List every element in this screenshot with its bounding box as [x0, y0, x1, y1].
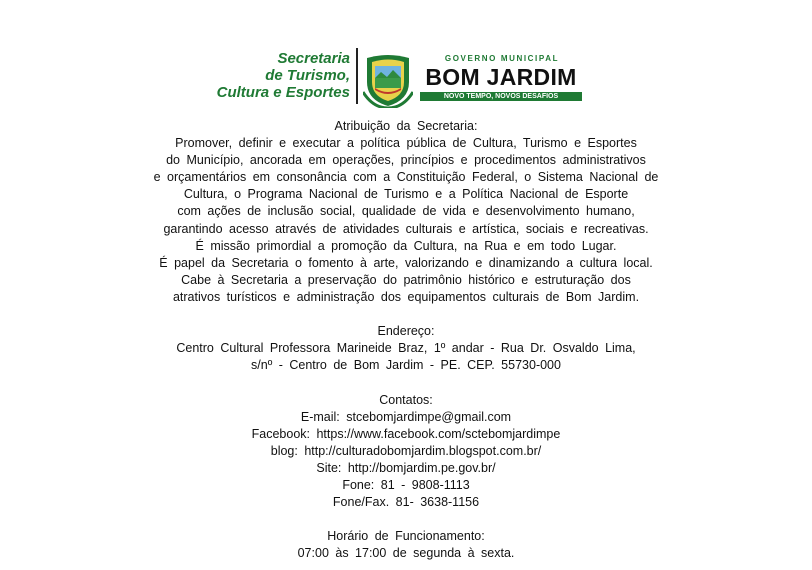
document-body: [0, 118, 812, 562]
atribuicao-line: garantindo acesso através de atividades culturais e artística, sociais e recreativas.: [163, 221, 649, 236]
horario-line: 07:00 às 17:00 de segunda à sexta.: [297, 546, 515, 561]
city-crest-icon: [363, 52, 413, 108]
horario-heading: Horário de Funcionamento:: [327, 529, 485, 544]
endereco-heading: Endereço:: [377, 324, 435, 339]
endereco-line: s/nº - Centro de Bom Jardim - PE. CEP. 55730-000: [251, 358, 561, 373]
contact-phone: Fone: 81 - 9808-1113: [342, 477, 470, 492]
secretaria-line: Cultura e Esportes: [216, 84, 350, 101]
atribuicao-line: Promover, definir e executar a política pública de Cultura, Turismo e Esportes: [175, 136, 637, 151]
atribuicao-line: Cabe à Secretaria a preservação do patrimônio histórico e estruturação dos: [181, 272, 631, 287]
atribuicao-line: É papel da Secretaria o fomento à arte, valorizando e dinamizando a cultura local.: [159, 255, 653, 270]
atribuicao-line: atrativos turísticos e administração dos equipamentos culturais de Bom Jardim.: [172, 289, 640, 304]
contatos-heading: Contatos:: [379, 392, 433, 407]
atribuicao-line: É missão primordial a promoção da Cultura, na Rua e em todo Lugar.: [195, 238, 617, 253]
spacer: [0, 306, 812, 323]
secretaria-title: [205, 50, 350, 101]
atribuicao-line: com ações de inclusão social, qualidade de vida e desenvolvimento humano,: [177, 204, 635, 219]
atribuicao-line: do Município, ancorada em operações, princípios e procedimentos administrativos: [166, 153, 646, 168]
atribuicao-heading: Atribuição da Secretaria:: [334, 119, 478, 133]
contact-fax: Fone/Fax. 81- 3638-1156: [332, 495, 480, 510]
contact-blog: blog: http://culturadobomjardim.blogspot.com.br/: [270, 443, 542, 458]
header-banner: [0, 40, 812, 112]
spacer: [0, 374, 812, 391]
spacer: [0, 511, 812, 528]
header-divider: [356, 48, 358, 104]
secretaria-line: Secretaria: [277, 50, 350, 67]
secretaria-line: de Turismo,: [265, 67, 350, 84]
contact-email: E-mail: stcebomjardimpe@gmail.com: [300, 409, 512, 424]
endereco-line: Centro Cultural Professora Marineide Braz, 1º andar - Rua Dr. Osvaldo Lima,: [176, 341, 636, 356]
atribuicao-line: e orçamentários em consonância com a Constituição Federal, o Sistema Nacional de: [153, 170, 659, 185]
gov-label: GOVERNO MUNICIPAL: [444, 54, 560, 63]
contact-facebook: Facebook: https://www.facebook.com/sctebomjardimpe: [251, 426, 561, 441]
atribuicao-line: Cultura, o Programa Nacional de Turismo e a Política Nacional de Esporte: [183, 187, 629, 202]
contact-site: Site: http://bomjardim.pe.gov.br/: [316, 460, 496, 475]
city-name: BOM JARDIM: [425, 64, 577, 90]
slogan: NOVO TEMPO, NOVOS DESAFIOS: [420, 92, 582, 101]
